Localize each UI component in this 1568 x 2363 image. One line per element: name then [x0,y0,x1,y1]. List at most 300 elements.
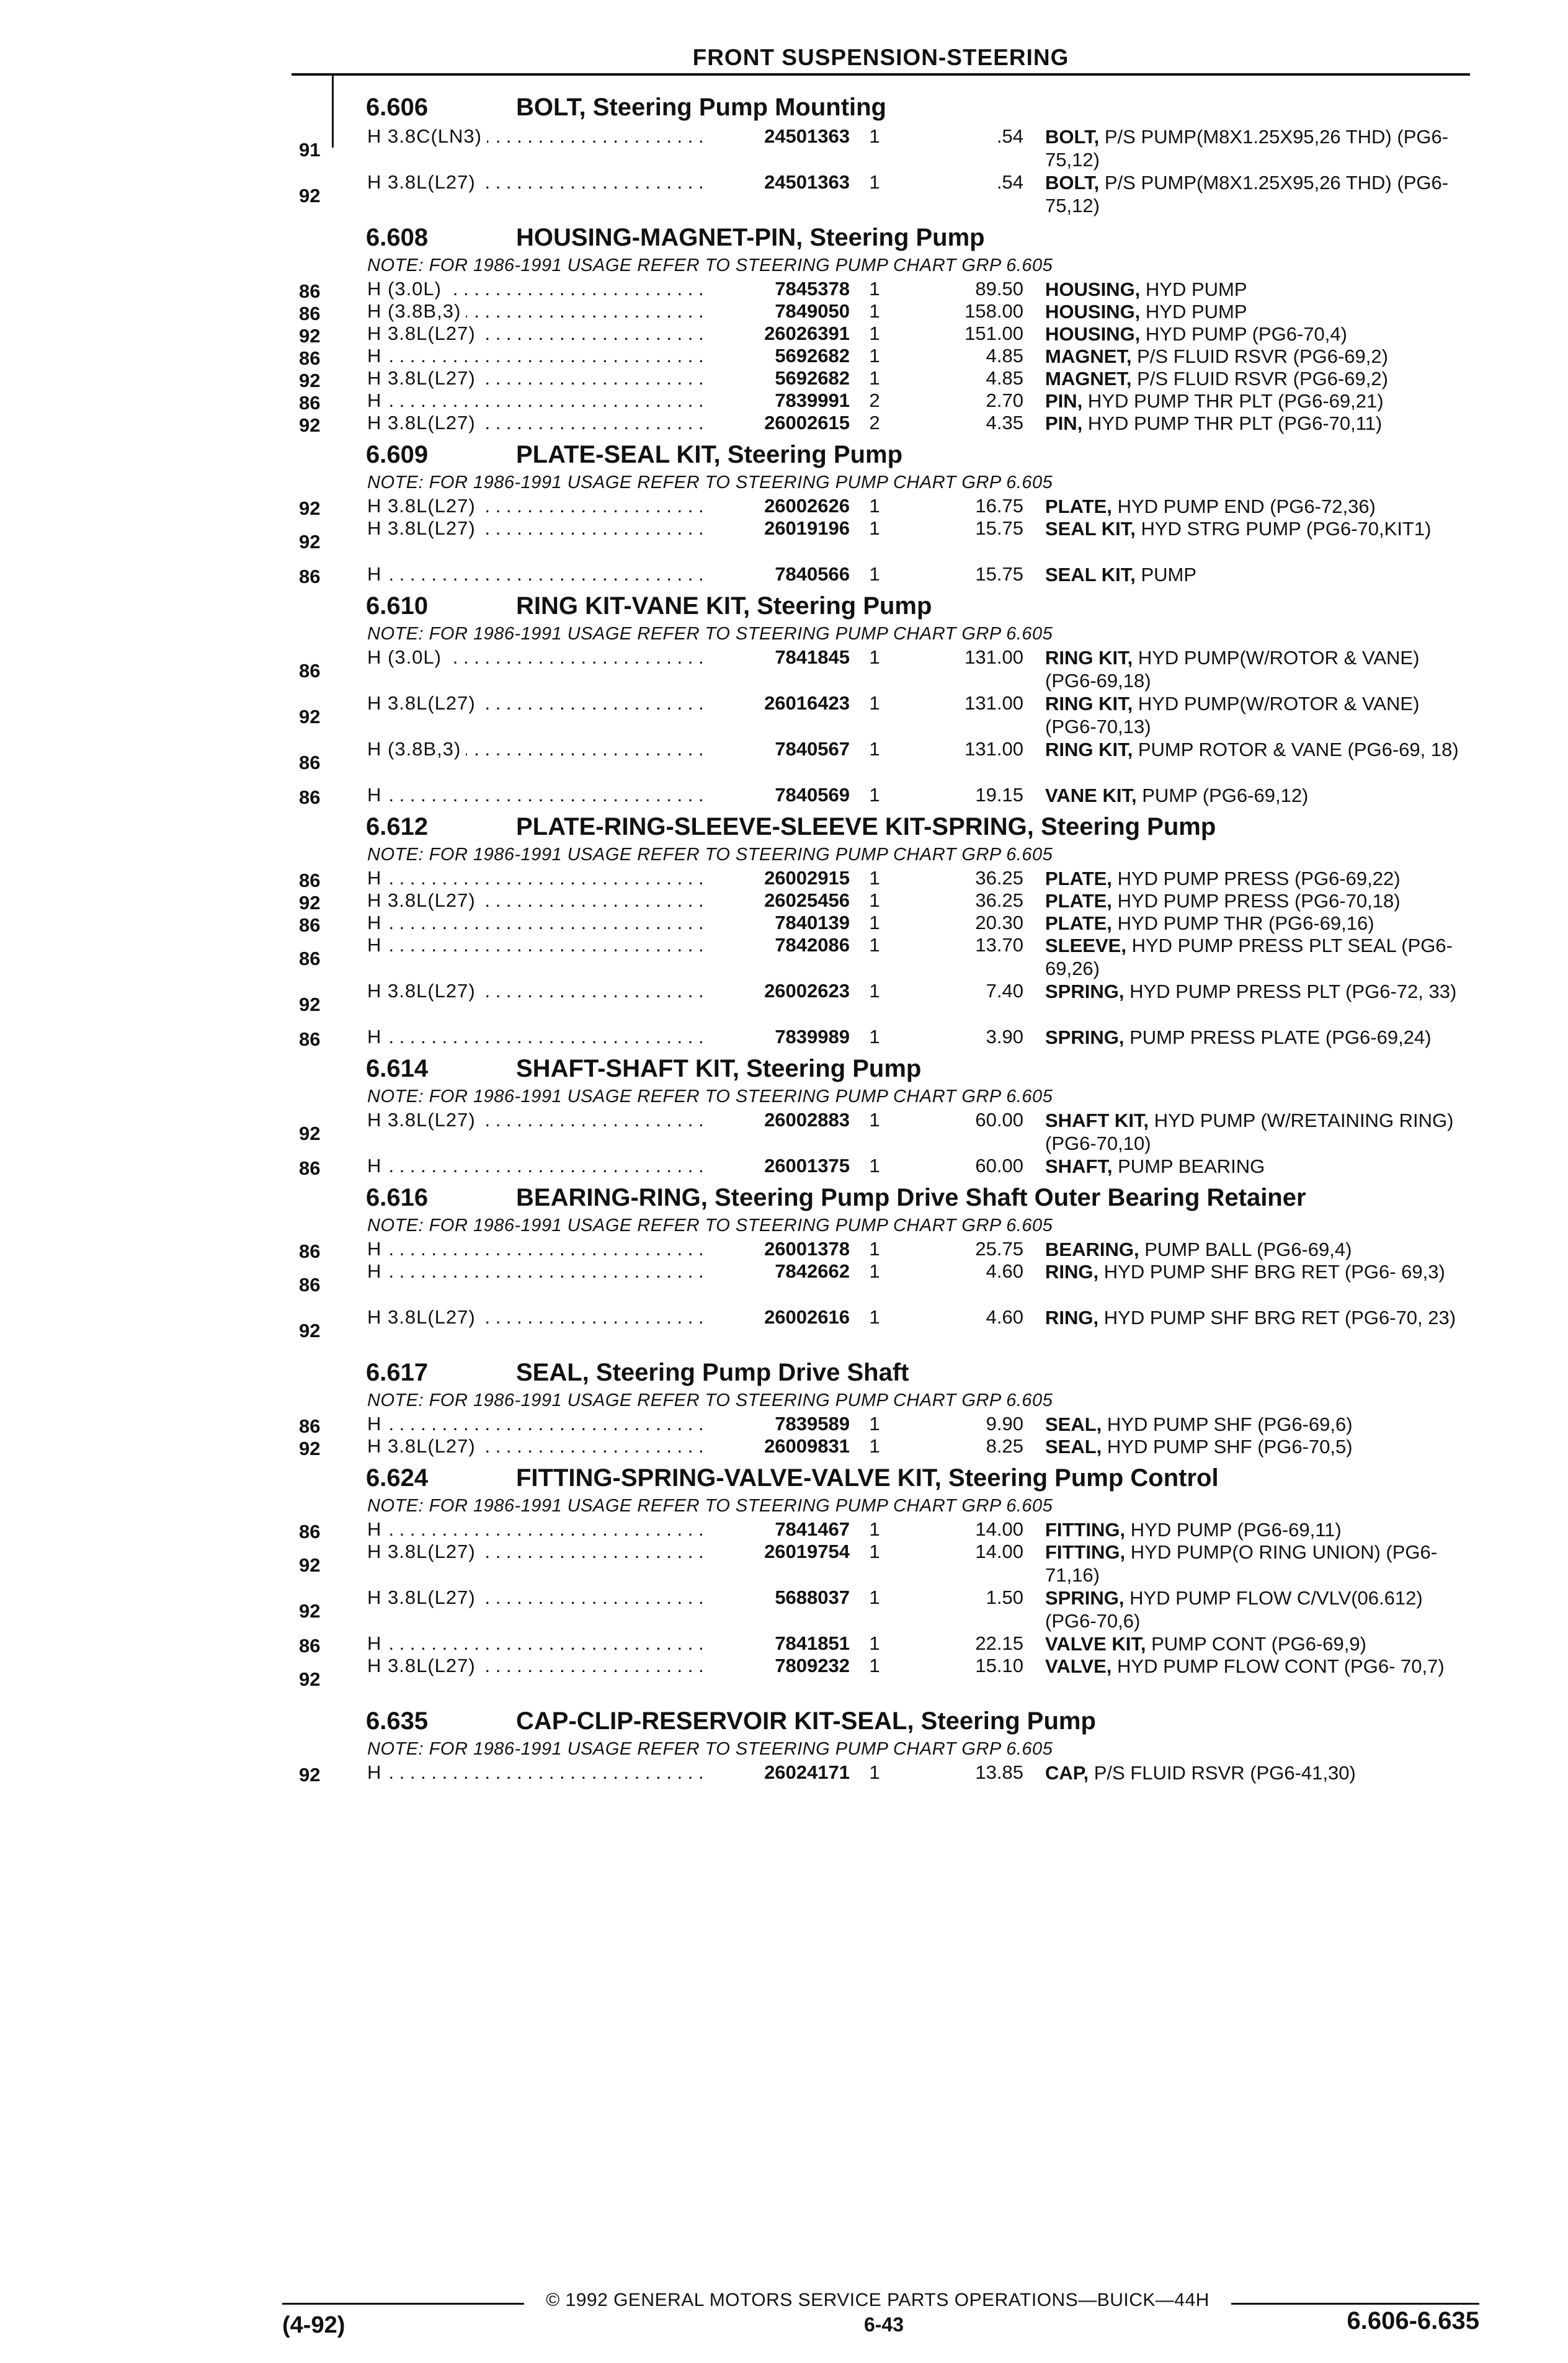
quantity: 1 [869,1518,880,1540]
description [1045,323,1467,345]
part-description: HYD PUMP SHF (PG6-70,5) [1107,1436,1353,1457]
model-year: 92 [299,706,321,728]
application-text: H 3.8L(L27) [367,980,481,1002]
application [367,934,702,956]
part-name: SPRING, [1045,1026,1125,1048]
application-text: H [367,1026,386,1048]
quantity: 1 [869,1586,880,1608]
application [367,517,702,540]
section-heading [292,806,1476,845]
application [367,412,702,434]
quantity: 1 [869,1541,880,1562]
application-text: H [367,1260,386,1282]
model-year: 86 [299,660,321,682]
section-number: 6.606 [366,94,429,121]
application [367,563,702,585]
application [367,1238,702,1260]
price: 15.75 [975,563,1023,585]
quantity: 2 [869,389,880,411]
section-title: FITTING-SPRING-VALVE-VALVE KIT, Steering Pump Control [516,1464,1219,1492]
application [367,1586,702,1609]
part-row [292,495,1476,517]
part-row [292,738,1476,784]
description [1045,412,1467,435]
part-number: 5692682 [775,345,850,367]
application-text: H 3.8L(L27) [367,1586,481,1608]
section-heading [292,1048,1476,1087]
part-description: HYD PUMP FLOW C/VLV(06.612) (PG6-70,6) [1045,1587,1423,1632]
part-description: HYD PUMP(W/ROTOR & VANE) (PG6-69,18) [1045,647,1420,692]
price: 25.75 [975,1238,1023,1260]
part-number: 5688037 [775,1586,850,1608]
section-6-609 [292,434,1476,585]
section-number: 6.635 [366,1707,429,1735]
application [367,125,702,148]
quantity: 1 [869,1655,880,1676]
model-year: 92 [299,185,321,207]
section-6-635 [292,1701,1476,1784]
part-description: HYD PUMP THR (PG6-69,16) [1117,912,1374,934]
part-row [292,1238,1476,1260]
part-number: 26009831 [764,1435,850,1457]
part-row [292,646,1476,692]
part-description: HYD PUMP [1145,301,1247,323]
application-text: H [367,1761,386,1783]
usage-note: NOTE: FOR 1986-1991 USAGE REFER TO STEERING PUMP CHART GRP 6.605 [367,1391,1053,1410]
quantity: 1 [869,1260,880,1282]
application-text: H [367,912,386,933]
application [367,1306,702,1328]
description [1045,1655,1467,1678]
quantity: 1 [869,692,880,714]
description [1045,1586,1467,1632]
part-description: HYD PUMP PRESS PLT (PG6-72, 33) [1129,981,1457,1002]
part-row [292,1026,1476,1048]
description [1045,517,1467,540]
footer-rule-left [282,2303,524,2305]
model-year: 86 [299,1415,321,1437]
part-description: P/S FLUID RSVR (PG6-69,2) [1137,345,1388,367]
part-number: 26016423 [764,692,850,714]
part-number: 26002626 [764,495,850,517]
section-number: 6.624 [366,1464,429,1492]
part-number: 7840139 [775,912,850,933]
usage-note: NOTE: FOR 1986-1991 USAGE REFER TO STEERING PUMP CHART GRP 6.605 [367,1087,1053,1106]
model-year: 92 [299,1554,321,1576]
application [367,692,702,714]
part-row [292,1586,1476,1632]
part-row [292,1518,1476,1541]
section-heading [292,87,1476,125]
application [367,389,702,412]
part-name: SEAL, [1045,1436,1102,1457]
section-heading [292,434,1476,473]
description [1045,1761,1467,1784]
part-description: P/S FLUID RSVR (PG6-69,2) [1137,368,1388,389]
application-text: H (3.0L) [367,278,447,300]
part-number: 26002623 [764,980,850,1002]
part-name: PLATE, [1045,868,1112,889]
part-name: PIN, [1045,390,1083,412]
section-6-614 [292,1048,1476,1177]
section-title: SHAFT-SHAFT KIT, Steering Pump [516,1055,922,1082]
part-name: BEARING, [1045,1239,1139,1260]
section-heading [292,1701,1476,1739]
part-description: HYD STRG PUMP (PG6-70,KIT1) [1141,518,1432,540]
section-title: CAP-CLIP-RESERVOIR KIT-SEAL, Steering Pump [516,1707,1096,1735]
application-text: H (3.8B,3) [367,738,466,760]
description [1045,980,1467,1003]
application [367,495,702,517]
quantity: 1 [869,323,880,344]
part-row [292,1413,1476,1435]
part-row [292,784,1476,806]
model-year: 92 [299,892,321,914]
part-number: 24501363 [764,171,850,193]
quantity: 1 [869,1155,880,1177]
quantity: 1 [869,646,880,668]
part-name: VALVE, [1045,1655,1112,1677]
application-text: H 3.8L(L27) [367,171,481,193]
usage-note: NOTE: FOR 1986-1991 USAGE REFER TO STEERING PUMP CHART GRP 6.605 [367,256,1053,275]
quantity: 1 [869,1761,880,1783]
part-name: RING KIT, [1045,647,1133,669]
price: 2.70 [986,389,1023,411]
section-number: 6.612 [366,813,429,840]
section-number: 6.609 [366,441,429,468]
price: 1.50 [986,1586,1023,1608]
part-name: RING KIT, [1045,739,1133,760]
section-6-616 [292,1177,1476,1352]
description [1045,300,1467,323]
section-title: PLATE-SEAL KIT, Steering Pump [516,441,903,468]
footer-date: (4-92) [282,2312,345,2338]
quantity: 1 [869,1435,880,1457]
part-number: 26001375 [764,1155,850,1177]
page-title: FRONT SUSPENSION-STEERING [692,45,1069,70]
section-title: RING KIT-VANE KIT, Steering Pump [516,592,932,620]
description [1045,1541,1467,1586]
quantity: 1 [869,934,880,956]
part-name: SPRING, [1045,981,1125,1002]
description [1045,171,1467,217]
quantity: 1 [869,1109,880,1131]
part-name: RING, [1045,1261,1099,1283]
description [1045,1109,1467,1155]
model-year: 92 [299,994,321,1015]
description [1045,1306,1467,1329]
part-row [292,1655,1476,1701]
quantity: 1 [869,1413,880,1435]
application [367,784,702,806]
description [1045,867,1467,890]
part-name: SHAFT KIT, [1045,1110,1149,1131]
section-number: 6.616 [366,1184,429,1211]
price: 13.85 [975,1761,1023,1783]
model-year: 92 [299,497,321,519]
section-number: 6.614 [366,1055,429,1082]
part-row [292,1306,1476,1352]
application [367,646,702,669]
application [367,1655,702,1677]
price: 8.25 [986,1435,1023,1457]
description [1045,934,1467,980]
part-row [292,1155,1476,1177]
part-description: PUMP (PG6-69,12) [1142,785,1309,806]
part-number: 26002883 [764,1109,850,1131]
description [1045,125,1467,171]
application [367,867,702,889]
price: 15.10 [975,1655,1023,1676]
part-name: HOUSING, [1045,301,1141,323]
part-description: PUMP BEARING [1118,1155,1265,1177]
application [367,171,702,194]
part-row [292,367,1476,389]
price: 36.25 [975,889,1023,911]
quantity: 1 [869,980,880,1002]
part-row [292,517,1476,563]
part-row [292,412,1476,434]
application [367,1026,702,1048]
application-text: H (3.0L) [367,646,447,668]
description [1045,495,1467,518]
part-row [292,345,1476,367]
part-name: BOLT, [1045,126,1100,148]
part-number: 7840566 [775,563,850,585]
application [367,1109,702,1131]
application [367,1435,702,1457]
application [367,889,702,912]
part-number: 7849050 [775,300,850,322]
part-row [292,1435,1476,1457]
part-number: 7839991 [775,389,850,411]
application-text: H 3.8L(L27) [367,1306,481,1328]
part-description: PUMP CONT (PG6-69,9) [1151,1633,1366,1655]
model-year: 86 [299,914,321,936]
usage-note: NOTE: FOR 1986-1991 USAGE REFER TO STEERING PUMP CHART GRP 6.605 [367,1739,1053,1759]
part-name: FITTING, [1045,1519,1126,1541]
model-year: 86 [299,566,321,587]
part-name: BOLT, [1045,172,1100,194]
part-number: 7809232 [775,1655,850,1676]
quantity: 1 [869,171,880,193]
part-description: HYD PUMP THR PLT (PG6-70,11) [1087,412,1383,434]
application [367,738,702,760]
part-number: 26019196 [764,517,850,539]
part-description: PUMP ROTOR & VANE (PG6-69, 18) [1138,739,1459,760]
part-name: SHAFT, [1045,1155,1113,1177]
part-number: 7840569 [775,784,850,806]
model-year: 91 [299,139,321,161]
part-number: 7842662 [775,1260,850,1282]
part-number: 26026391 [764,323,850,344]
part-name: MAGNET, [1045,368,1132,389]
part-number: 5692682 [775,367,850,389]
quantity: 1 [869,300,880,322]
quantity: 1 [869,1632,880,1654]
part-name: HOUSING, [1045,278,1141,300]
part-row [292,1632,1476,1655]
usage-note: NOTE: FOR 1986-1991 USAGE REFER TO STEERING PUMP CHART GRP 6.605 [367,473,1053,492]
part-row [292,692,1476,738]
part-number: 26002616 [764,1306,850,1328]
price: 3.90 [986,1026,1023,1048]
application [367,1155,702,1177]
part-number: 7841845 [775,646,850,668]
description [1045,345,1467,368]
section-6-624 [292,1457,1476,1701]
usage-note: NOTE: FOR 1986-1991 USAGE REFER TO STEERING PUMP CHART GRP 6.605 [367,845,1053,865]
part-name: RING KIT, [1045,693,1133,714]
application-text: H 3.8L(L27) [367,1435,481,1457]
part-number: 7839589 [775,1413,850,1435]
application-text: H 3.8L(L27) [367,495,481,517]
part-description: P/S PUMP(M8X1.25X95,26 THD) (PG6-75,12) [1045,172,1449,216]
part-name: SLEEVE, [1045,935,1126,956]
section-title: PLATE-RING-SLEEVE-SLEEVE KIT-SPRING, Steering Pump [516,813,1216,840]
part-name: MAGNET, [1045,345,1132,367]
quantity: 1 [869,517,880,539]
application-text: H (3.8B,3) [367,300,466,322]
application [367,323,702,345]
price: 13.70 [975,934,1023,956]
part-name: PLATE, [1045,912,1112,934]
part-row [292,1109,1476,1155]
part-description: HYD PUMP PRESS PLT SEAL (PG6-69,26) [1045,935,1453,979]
application-text: H [367,867,386,889]
part-row [292,934,1476,980]
quantity: 1 [869,1026,880,1048]
price: .54 [996,125,1023,147]
description [1045,1155,1467,1178]
model-year: 92 [299,1438,321,1459]
price: 131.00 [964,646,1023,668]
price: 16.75 [975,495,1023,517]
description [1045,389,1467,412]
application-text: H [367,563,386,585]
price: 131.00 [964,692,1023,714]
part-number: 26025456 [764,889,850,911]
part-row [292,278,1476,300]
footer-rule-right [1231,2303,1479,2305]
part-description: HYD PUMP [1145,278,1247,300]
part-name: SEAL, [1045,1413,1102,1435]
usage-note: NOTE: FOR 1986-1991 USAGE REFER TO STEERING PUMP CHART GRP 6.605 [367,1216,1053,1235]
part-description: P/S FLUID RSVR (PG6-41,30) [1094,1762,1356,1784]
description [1045,1435,1467,1458]
section-6-612 [292,806,1476,1048]
section-number: 6.608 [366,224,429,251]
price: 158.00 [964,300,1023,322]
application [367,300,702,323]
application [367,980,702,1002]
model-year: 86 [299,752,321,773]
section-heading [292,1177,1476,1216]
model-year: 92 [299,1600,321,1622]
part-name: PLATE, [1045,496,1112,517]
part-row [292,912,1476,934]
application-text: H 3.8L(L27) [367,1655,481,1676]
part-row [292,1761,1476,1784]
page-header [292,45,1470,76]
model-year: 86 [299,870,321,891]
usage-note: NOTE: FOR 1986-1991 USAGE REFER TO STEERING PUMP CHART GRP 6.605 [367,1496,1053,1516]
model-year: 86 [299,392,321,414]
part-description: HYD PUMP SHF BRG RET (PG6-70, 23) [1103,1307,1456,1328]
price: 9.90 [986,1413,1023,1435]
section-title: BOLT, Steering Pump Mounting [516,94,886,121]
application-text: H [367,1238,386,1260]
application-text: H [367,1518,386,1540]
section-range: 6.606-6.635 [1347,2307,1479,2334]
part-name: VALVE KIT, [1045,1633,1146,1655]
application [367,278,702,300]
quantity: 1 [869,784,880,806]
part-name: RING, [1045,1307,1099,1328]
application [367,912,702,934]
price: 4.85 [986,345,1023,367]
quantity: 1 [869,889,880,911]
part-name: CAP, [1045,1762,1089,1784]
part-number: 7841467 [775,1518,850,1540]
price: 14.00 [975,1541,1023,1562]
model-year: 86 [299,1240,321,1262]
application [367,1518,702,1541]
price: 131.00 [964,738,1023,760]
description [1045,692,1467,738]
application [367,1541,702,1563]
application [367,1260,702,1283]
model-year: 86 [299,948,321,969]
part-row [292,980,1476,1026]
model-year: 86 [299,347,321,369]
application-text: H 3.8L(L27) [367,412,481,434]
quantity: 1 [869,867,880,889]
price: 14.00 [975,1518,1023,1540]
description [1045,1260,1467,1283]
price: 22.15 [975,1632,1023,1654]
part-number: 26002615 [764,412,850,434]
application-text: H 3.8L(L27) [367,367,481,389]
quantity: 1 [869,912,880,933]
part-row [292,1541,1476,1586]
part-name: SPRING, [1045,1587,1125,1609]
description [1045,738,1467,761]
part-row [292,563,1476,585]
part-name: VANE KIT, [1045,785,1137,806]
part-number: 7842086 [775,934,850,956]
part-row [292,300,1476,323]
quantity: 1 [869,563,880,585]
application-text: H 3.8L(L27) [367,692,481,714]
parts-list [292,87,1476,1784]
price: 60.00 [975,1109,1023,1131]
quantity: 1 [869,125,880,147]
part-row [292,171,1476,217]
section-title: BEARING-RING, Steering Pump Drive Shaft Outer Bearing Retainer [516,1184,1306,1211]
part-description: HYD PUMP(O RING UNION) (PG6-71,16) [1045,1541,1438,1586]
section-6-610 [292,585,1476,806]
part-description: HYD PUMP PRESS (PG6-69,22) [1117,868,1401,889]
part-number: 26024171 [764,1761,850,1783]
part-description: HYD PUMP FLOW CONT (PG6- 70,7) [1117,1655,1445,1677]
part-description: HYD PUMP(W/ROTOR & VANE) (PG6-70,13) [1045,693,1420,737]
price: 36.25 [975,867,1023,889]
part-description: P/S PUMP(M8X1.25X95,26 THD) (PG6-75,12) [1045,126,1449,171]
quantity: 1 [869,278,880,300]
model-year: 86 [299,303,321,324]
application [367,367,702,389]
